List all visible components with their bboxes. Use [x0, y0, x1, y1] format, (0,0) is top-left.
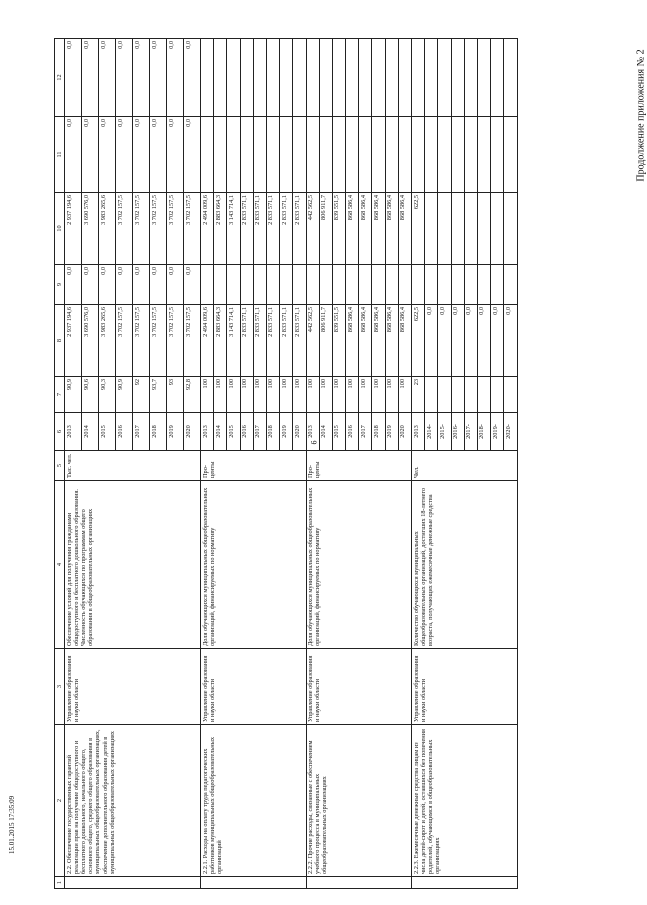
other-funding-cell: 0,0	[99, 39, 116, 117]
year-cell: 2020-	[504, 413, 517, 451]
total-funding-cell: 3 702 157,5	[184, 305, 201, 377]
table-row	[65, 39, 82, 889]
year-cell: 2015	[332, 413, 345, 451]
total-funding-cell: 868 586,4	[359, 305, 372, 377]
local-funding-cell: 0,0	[167, 117, 184, 193]
regional-funding-cell: 2 833 571,1	[266, 193, 279, 265]
indicator-cell: Доля обучающихся муниципальных общеобразовательных организаций, финансируемых по нормативу	[201, 481, 307, 649]
regional-funding-cell: 2 883 664,3	[214, 193, 227, 265]
regional-funding-cell: 2 937 194,6	[65, 193, 82, 265]
other-funding-cell: 0,0	[150, 39, 167, 117]
indicator-value-cell: 100	[201, 377, 214, 413]
local-funding-cell: 0,0	[133, 117, 150, 193]
other-funding-cell	[385, 39, 398, 117]
local-funding-cell: 0,0	[82, 117, 99, 193]
regional-funding-cell	[438, 193, 451, 265]
federal-funding-cell	[293, 265, 306, 305]
header-cell: 7	[55, 377, 65, 413]
local-funding-cell	[359, 117, 372, 193]
local-funding-cell	[491, 117, 504, 193]
table-row	[412, 39, 425, 889]
indicator-value-cell: 100	[319, 377, 332, 413]
federal-funding-cell: 0,0	[99, 265, 116, 305]
other-funding-cell	[438, 39, 451, 117]
federal-funding-cell	[464, 265, 477, 305]
local-funding-cell	[201, 117, 214, 193]
header-cell: 11	[55, 117, 65, 193]
total-funding-cell: 0,0	[464, 305, 477, 377]
other-funding-cell	[253, 39, 266, 117]
year-cell: 2019	[280, 413, 293, 451]
total-funding-cell: 3 690 576,0	[82, 305, 99, 377]
other-funding-cell	[319, 39, 332, 117]
indicator-value-cell	[491, 377, 504, 413]
indicator-value-cell: 93	[167, 377, 184, 413]
regional-funding-cell: 3 702 157,5	[184, 193, 201, 265]
indicator-value-cell: 100	[266, 377, 279, 413]
regional-funding-cell: 868 586,4	[359, 193, 372, 265]
indicator-value-cell: 90,3	[99, 377, 116, 413]
unit-cell: Чел.	[412, 451, 518, 481]
indicator-value-cell	[504, 377, 517, 413]
local-funding-cell	[464, 117, 477, 193]
executor-cell: Управление образования и науки области	[65, 649, 201, 725]
other-funding-cell: 0,0	[184, 39, 201, 117]
other-funding-cell	[266, 39, 279, 117]
year-cell: 2018	[372, 413, 385, 451]
local-funding-cell	[372, 117, 385, 193]
executor-cell: Управление образования и науки области	[201, 649, 307, 725]
federal-funding-cell	[412, 265, 425, 305]
rotated-table-container	[54, 39, 574, 889]
indicator-value-cell: 100	[372, 377, 385, 413]
local-funding-cell	[425, 117, 438, 193]
header-cell: 5	[55, 451, 65, 481]
indicator-value-cell	[477, 377, 490, 413]
federal-funding-cell	[425, 265, 438, 305]
regional-funding-cell: 2 494 009,6	[201, 193, 214, 265]
year-cell: 2020	[293, 413, 306, 451]
other-funding-cell	[293, 39, 306, 117]
total-funding-cell: 622,5	[412, 305, 425, 377]
indicator-value-cell: 100	[346, 377, 359, 413]
indicator-cell: Количество обучающихся муниципальных общеобразовательных организаций, достигших 18-летнего возраста, получающих ежемесячные денежные средства	[412, 481, 518, 649]
year-cell: 2015	[99, 413, 116, 451]
federal-funding-cell: 0,0	[116, 265, 133, 305]
other-funding-cell	[359, 39, 372, 117]
local-funding-cell	[319, 117, 332, 193]
federal-funding-cell: 0,0	[82, 265, 99, 305]
federal-funding-cell	[372, 265, 385, 305]
regional-funding-cell: 3 143 714,1	[227, 193, 240, 265]
regional-funding-cell	[477, 193, 490, 265]
appendix-title: Продолжение приложения № 2	[635, 49, 647, 182]
other-funding-cell	[346, 39, 359, 117]
federal-funding-cell	[306, 265, 319, 305]
indicator-value-cell: 92	[133, 377, 150, 413]
header-cell: 9	[55, 265, 65, 305]
indicator-value-cell: 100	[253, 377, 266, 413]
indicator-value-cell: 100	[385, 377, 398, 413]
total-funding-cell: 0,0	[504, 305, 517, 377]
federal-funding-cell	[201, 265, 214, 305]
other-funding-cell	[214, 39, 227, 117]
total-funding-cell: 3 702 157,5	[150, 305, 167, 377]
regional-funding-cell: 806 911,7	[319, 193, 332, 265]
indicator-value-cell: 92,8	[184, 377, 201, 413]
executor-cell: Управление образования и науки области	[306, 649, 412, 725]
year-cell: 2019-	[491, 413, 504, 451]
total-funding-cell: 442 562,5	[306, 305, 319, 377]
row-number-cell	[306, 877, 412, 889]
year-cell: 2013	[412, 413, 425, 451]
activity-name-cell: 2.2.2. Прочие расходы, связанные с обеспечением учебного процесса в муниципальных общеобразовательных организациях	[306, 725, 412, 877]
regional-funding-cell: 2 833 571,1	[280, 193, 293, 265]
indicator-cell: Обеспечение условий для получения гражданами общедоступного и бесплатного дошкольного образования. Численность обучающихся по программам общего образования в общеобразовательных организациях	[65, 481, 201, 649]
regional-funding-cell: 3 702 157,5	[150, 193, 167, 265]
other-funding-cell: 0,0	[167, 39, 184, 117]
other-funding-cell: 0,0	[133, 39, 150, 117]
total-funding-cell: 806 911,7	[319, 305, 332, 377]
footer-timestamp: 15.01.2015 17:35:09	[8, 795, 16, 854]
regional-funding-cell: 3 702 157,5	[116, 193, 133, 265]
federal-funding-cell	[240, 265, 253, 305]
indicator-value-cell: 23	[412, 377, 425, 413]
header-cell: 6	[55, 413, 65, 451]
page-number: 6	[309, 440, 319, 445]
regional-funding-cell: 3 702 157,5	[133, 193, 150, 265]
total-funding-cell: 0,0	[451, 305, 464, 377]
federal-funding-cell: 0,0	[133, 265, 150, 305]
year-cell: 2017	[133, 413, 150, 451]
other-funding-cell: 0,0	[116, 39, 133, 117]
year-cell: 2017	[253, 413, 266, 451]
regional-funding-cell: 2 833 571,1	[253, 193, 266, 265]
local-funding-cell	[504, 117, 517, 193]
indicator-value-cell: 93,7	[150, 377, 167, 413]
year-cell: 2014	[214, 413, 227, 451]
indicator-value-cell: 100	[227, 377, 240, 413]
regional-funding-cell	[491, 193, 504, 265]
unit-cell: Про-центы	[306, 451, 412, 481]
regional-funding-cell: 868 586,4	[372, 193, 385, 265]
total-funding-cell: 3 702 157,5	[133, 305, 150, 377]
other-funding-cell	[332, 39, 345, 117]
regional-funding-cell: 868 586,4	[398, 193, 411, 265]
year-cell: 2019	[167, 413, 184, 451]
local-funding-cell	[346, 117, 359, 193]
federal-funding-cell	[451, 265, 464, 305]
executor-cell: Управление образования и науки области	[412, 649, 518, 725]
regional-funding-cell	[425, 193, 438, 265]
header-cell: 4	[55, 481, 65, 649]
indicator-cell: Доля обучающихся муниципальных общеобразовательных организаций, финансируемых по нормативу	[306, 481, 412, 649]
federal-funding-cell: 0,0	[150, 265, 167, 305]
year-cell: 2016	[240, 413, 253, 451]
indicator-value-cell	[464, 377, 477, 413]
other-funding-cell: 0,0	[65, 39, 82, 117]
indicator-value-cell: 100	[306, 377, 319, 413]
total-funding-cell: 868 586,4	[398, 305, 411, 377]
program-table	[54, 38, 518, 889]
regional-funding-cell	[504, 193, 517, 265]
local-funding-cell	[266, 117, 279, 193]
header-cell: 8	[55, 305, 65, 377]
total-funding-cell: 0,0	[438, 305, 451, 377]
local-funding-cell	[412, 117, 425, 193]
total-funding-cell: 2 883 664,3	[214, 305, 227, 377]
other-funding-cell: 0,0	[82, 39, 99, 117]
local-funding-cell: 0,0	[65, 117, 82, 193]
local-funding-cell	[227, 117, 240, 193]
regional-funding-cell: 839 551,5	[332, 193, 345, 265]
year-cell: 2015	[227, 413, 240, 451]
indicator-value-cell	[425, 377, 438, 413]
indicator-value-cell: 100	[214, 377, 227, 413]
other-funding-cell	[491, 39, 504, 117]
regional-funding-cell: 3 983 265,6	[99, 193, 116, 265]
activity-name-cell: 2.2.3. Ежемесячные денежные средства лицам из числа детей-сирот и детей, оставшихся без попечения родителей, обучающимся в общеобразовательных организациях	[412, 725, 518, 877]
year-cell: 2017-	[464, 413, 477, 451]
regional-funding-cell: 868 586,4	[346, 193, 359, 265]
regional-funding-cell: 3 690 576,0	[82, 193, 99, 265]
total-funding-cell: 2 937 194,6	[65, 305, 82, 377]
other-funding-cell	[227, 39, 240, 117]
local-funding-cell	[385, 117, 398, 193]
federal-funding-cell	[385, 265, 398, 305]
total-funding-cell: 868 586,4	[346, 305, 359, 377]
local-funding-cell	[240, 117, 253, 193]
year-cell: 2013	[306, 413, 319, 451]
year-cell: 2020	[184, 413, 201, 451]
federal-funding-cell: 0,0	[184, 265, 201, 305]
indicator-value-cell: 100	[398, 377, 411, 413]
indicator-value-cell: 100	[332, 377, 345, 413]
other-funding-cell	[451, 39, 464, 117]
local-funding-cell	[293, 117, 306, 193]
row-number-cell	[201, 877, 307, 889]
federal-funding-cell	[504, 265, 517, 305]
other-funding-cell	[306, 39, 319, 117]
other-funding-cell	[280, 39, 293, 117]
indicator-value-cell: 90,9	[116, 377, 133, 413]
total-funding-cell: 2 833 571,1	[280, 305, 293, 377]
federal-funding-cell	[398, 265, 411, 305]
regional-funding-cell: 622,5	[412, 193, 425, 265]
regional-funding-cell	[451, 193, 464, 265]
year-cell: 2016	[116, 413, 133, 451]
regional-funding-cell: 442 562,5	[306, 193, 319, 265]
total-funding-cell: 2 833 571,1	[240, 305, 253, 377]
year-cell: 2014-	[425, 413, 438, 451]
year-cell: 2019	[385, 413, 398, 451]
year-cell: 2018	[150, 413, 167, 451]
year-cell: 2013	[201, 413, 214, 451]
row-number-cell	[412, 877, 518, 889]
total-funding-cell: 868 586,4	[372, 305, 385, 377]
other-funding-cell	[398, 39, 411, 117]
total-funding-cell: 2 833 571,1	[266, 305, 279, 377]
total-funding-cell: 3 143 714,1	[227, 305, 240, 377]
header-cell: 3	[55, 649, 65, 725]
year-cell: 2020	[398, 413, 411, 451]
total-funding-cell: 3 702 157,5	[116, 305, 133, 377]
indicator-value-cell: 100	[240, 377, 253, 413]
indicator-value-cell: 100	[280, 377, 293, 413]
local-funding-cell	[280, 117, 293, 193]
year-cell: 2015-	[438, 413, 451, 451]
federal-funding-cell: 0,0	[65, 265, 82, 305]
federal-funding-cell	[214, 265, 227, 305]
federal-funding-cell	[346, 265, 359, 305]
local-funding-cell	[253, 117, 266, 193]
federal-funding-cell	[280, 265, 293, 305]
other-funding-cell	[240, 39, 253, 117]
local-funding-cell: 0,0	[99, 117, 116, 193]
year-cell: 2017	[359, 413, 372, 451]
indicator-value-cell	[438, 377, 451, 413]
other-funding-cell	[412, 39, 425, 117]
local-funding-cell	[306, 117, 319, 193]
federal-funding-cell	[491, 265, 504, 305]
local-funding-cell	[332, 117, 345, 193]
indicator-value-cell: 100	[359, 377, 372, 413]
federal-funding-cell	[359, 265, 372, 305]
regional-funding-cell: 2 833 571,1	[293, 193, 306, 265]
federal-funding-cell	[332, 265, 345, 305]
indicator-value-cell: 90,6	[82, 377, 99, 413]
local-funding-cell	[477, 117, 490, 193]
year-cell: 2016	[346, 413, 359, 451]
header-cell: 1	[55, 877, 65, 889]
year-cell: 2016-	[451, 413, 464, 451]
unit-cell: Про-центы	[201, 451, 307, 481]
year-cell: 2018	[266, 413, 279, 451]
table-body	[55, 39, 518, 889]
federal-funding-cell	[319, 265, 332, 305]
federal-funding-cell	[477, 265, 490, 305]
total-funding-cell: 2 833 571,1	[253, 305, 266, 377]
local-funding-cell	[438, 117, 451, 193]
total-funding-cell: 3 983 265,6	[99, 305, 116, 377]
local-funding-cell: 0,0	[150, 117, 167, 193]
table-row	[306, 39, 319, 889]
local-funding-cell: 0,0	[184, 117, 201, 193]
year-cell: 2013	[65, 413, 82, 451]
other-funding-cell	[504, 39, 517, 117]
header-cell: 10	[55, 193, 65, 265]
federal-funding-cell: 0,0	[167, 265, 184, 305]
indicator-value-cell: 100	[293, 377, 306, 413]
total-funding-cell: 868 586,4	[385, 305, 398, 377]
total-funding-cell: 2 494 009,6	[201, 305, 214, 377]
federal-funding-cell	[266, 265, 279, 305]
total-funding-cell: 0,0	[491, 305, 504, 377]
federal-funding-cell	[227, 265, 240, 305]
federal-funding-cell	[438, 265, 451, 305]
regional-funding-cell: 868 586,4	[385, 193, 398, 265]
total-funding-cell: 0,0	[477, 305, 490, 377]
local-funding-cell	[451, 117, 464, 193]
other-funding-cell	[464, 39, 477, 117]
header-cell: 2	[55, 725, 65, 877]
unit-cell: Тыс. чел.	[65, 451, 201, 481]
local-funding-cell: 0,0	[116, 117, 133, 193]
total-funding-cell: 839 551,5	[332, 305, 345, 377]
federal-funding-cell	[253, 265, 266, 305]
year-cell: 2018-	[477, 413, 490, 451]
header-cell: 12	[55, 39, 65, 117]
indicator-value-cell	[451, 377, 464, 413]
total-funding-cell: 3 702 157,5	[167, 305, 184, 377]
regional-funding-cell: 2 833 571,1	[240, 193, 253, 265]
year-cell: 2014	[82, 413, 99, 451]
other-funding-cell	[372, 39, 385, 117]
regional-funding-cell: 3 702 157,5	[167, 193, 184, 265]
other-funding-cell	[201, 39, 214, 117]
regional-funding-cell	[464, 193, 477, 265]
header-row	[55, 39, 65, 889]
total-funding-cell: 0,0	[425, 305, 438, 377]
local-funding-cell	[398, 117, 411, 193]
other-funding-cell	[425, 39, 438, 117]
activity-name-cell: 2.2. Обеспечение государственных гарантий реализации прав на получение общедоступного и бесплатного дошкольного, начального общего, основного общего, среднего общего образования в муниципальных общеобразовательных организациях, обеспечение дополнительного образования детей в муниципальных общеобразовательных организациях	[65, 725, 201, 877]
year-cell: 2014	[319, 413, 332, 451]
table-row	[201, 39, 214, 889]
row-number-cell	[65, 877, 201, 889]
other-funding-cell	[477, 39, 490, 117]
activity-name-cell: 2.2.1. Расходы на оплату труда педагогических работников муниципальных общеобразовательных организаций	[201, 725, 307, 877]
indicator-value-cell: 90,9	[65, 377, 82, 413]
total-funding-cell: 2 833 571,1	[293, 305, 306, 377]
local-funding-cell	[214, 117, 227, 193]
